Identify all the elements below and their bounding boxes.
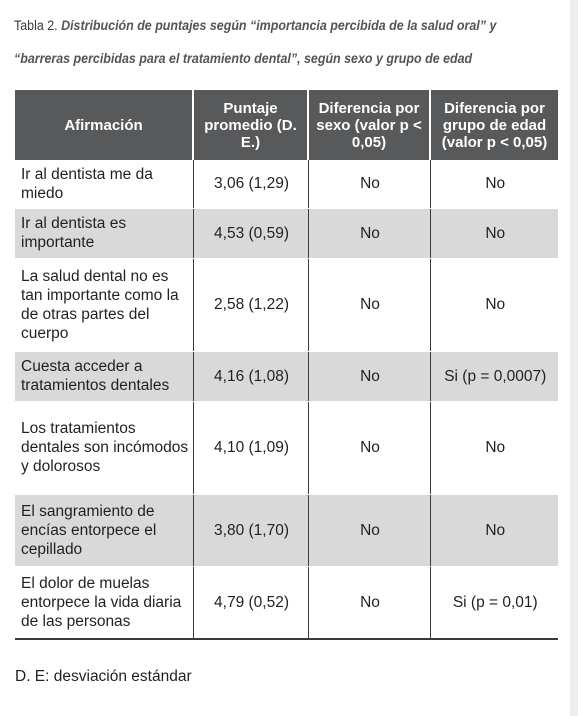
table-row [15, 494, 558, 566]
sex-difference-cell: No [308, 160, 430, 208]
age-difference-cell: No [430, 401, 558, 494]
header-age-difference: Diferencia por grupo de edad (valor p < 0,05) [430, 90, 558, 160]
statement-cell: El dolor de muelas entorpece la vida diaria de las personas [15, 566, 193, 639]
mean-score-cell: 4,53 (0,59) [193, 208, 308, 258]
table-row [15, 258, 558, 351]
sex-difference-cell: No [308, 208, 430, 258]
table-row [15, 566, 558, 639]
sex-difference-cell: No [308, 258, 430, 351]
sex-difference-cell: No [308, 351, 430, 401]
mean-score-cell: 2,58 (1,22) [193, 258, 308, 351]
statement-cell: Cuesta acceder a tratamientos dentales [15, 351, 193, 401]
table-row [15, 351, 558, 401]
statement-cell: El sangramiento de encías entorpece el cepillado [15, 494, 193, 566]
table-row [15, 208, 558, 258]
header-statement: Afirmación [15, 90, 193, 160]
table-header [15, 90, 558, 160]
mean-score-cell: 4,79 (0,52) [193, 566, 308, 639]
statement-cell: Ir al dentista me da miedo [15, 160, 193, 208]
table-body [15, 160, 558, 639]
table-row [15, 160, 558, 208]
table-caption [14, 9, 521, 75]
mean-score-cell: 3,80 (1,70) [193, 494, 308, 566]
statement-cell: Ir al dentista es importante [15, 208, 193, 258]
sex-difference-cell: No [308, 401, 430, 494]
table-caption-title: Distribución de puntajes según “importancia percibida de la salud oral” y “barreras percibidas para el tratamiento dental”, según sexo y grupo de edad [14, 18, 497, 66]
statement-cell: Los tratamientos dentales son incómodos y dolorosos [15, 401, 193, 494]
age-difference-cell: No [430, 258, 558, 351]
mean-score-cell: 3,06 (1,29) [193, 160, 308, 208]
header-sex-difference: Diferencia por sexo (valor p < 0,05) [308, 90, 430, 160]
header-mean-score: Puntaje promedio (D. E.) [193, 90, 308, 160]
age-difference-cell: Si (p = 0,01) [430, 566, 558, 639]
mean-score-cell: 4,10 (1,09) [193, 401, 308, 494]
page-edge-strip [570, 0, 578, 716]
sex-difference-cell: No [308, 494, 430, 566]
age-difference-cell: No [430, 160, 558, 208]
sex-difference-cell: No [308, 566, 430, 639]
table-row [15, 401, 558, 494]
statement-cell: La salud dental no es tan importante como la de otras partes del cuerpo [15, 258, 193, 351]
table-caption-label: Tabla 2. [14, 18, 58, 33]
header-row [15, 90, 558, 160]
age-difference-cell: No [430, 208, 558, 258]
mean-score-cell: 4,16 (1,08) [193, 351, 308, 401]
table-footnote: D. E: desviación estándar [15, 668, 192, 685]
age-difference-cell: Si (p = 0,0007) [430, 351, 558, 401]
score-distribution-table [15, 90, 558, 640]
age-difference-cell: No [430, 494, 558, 566]
